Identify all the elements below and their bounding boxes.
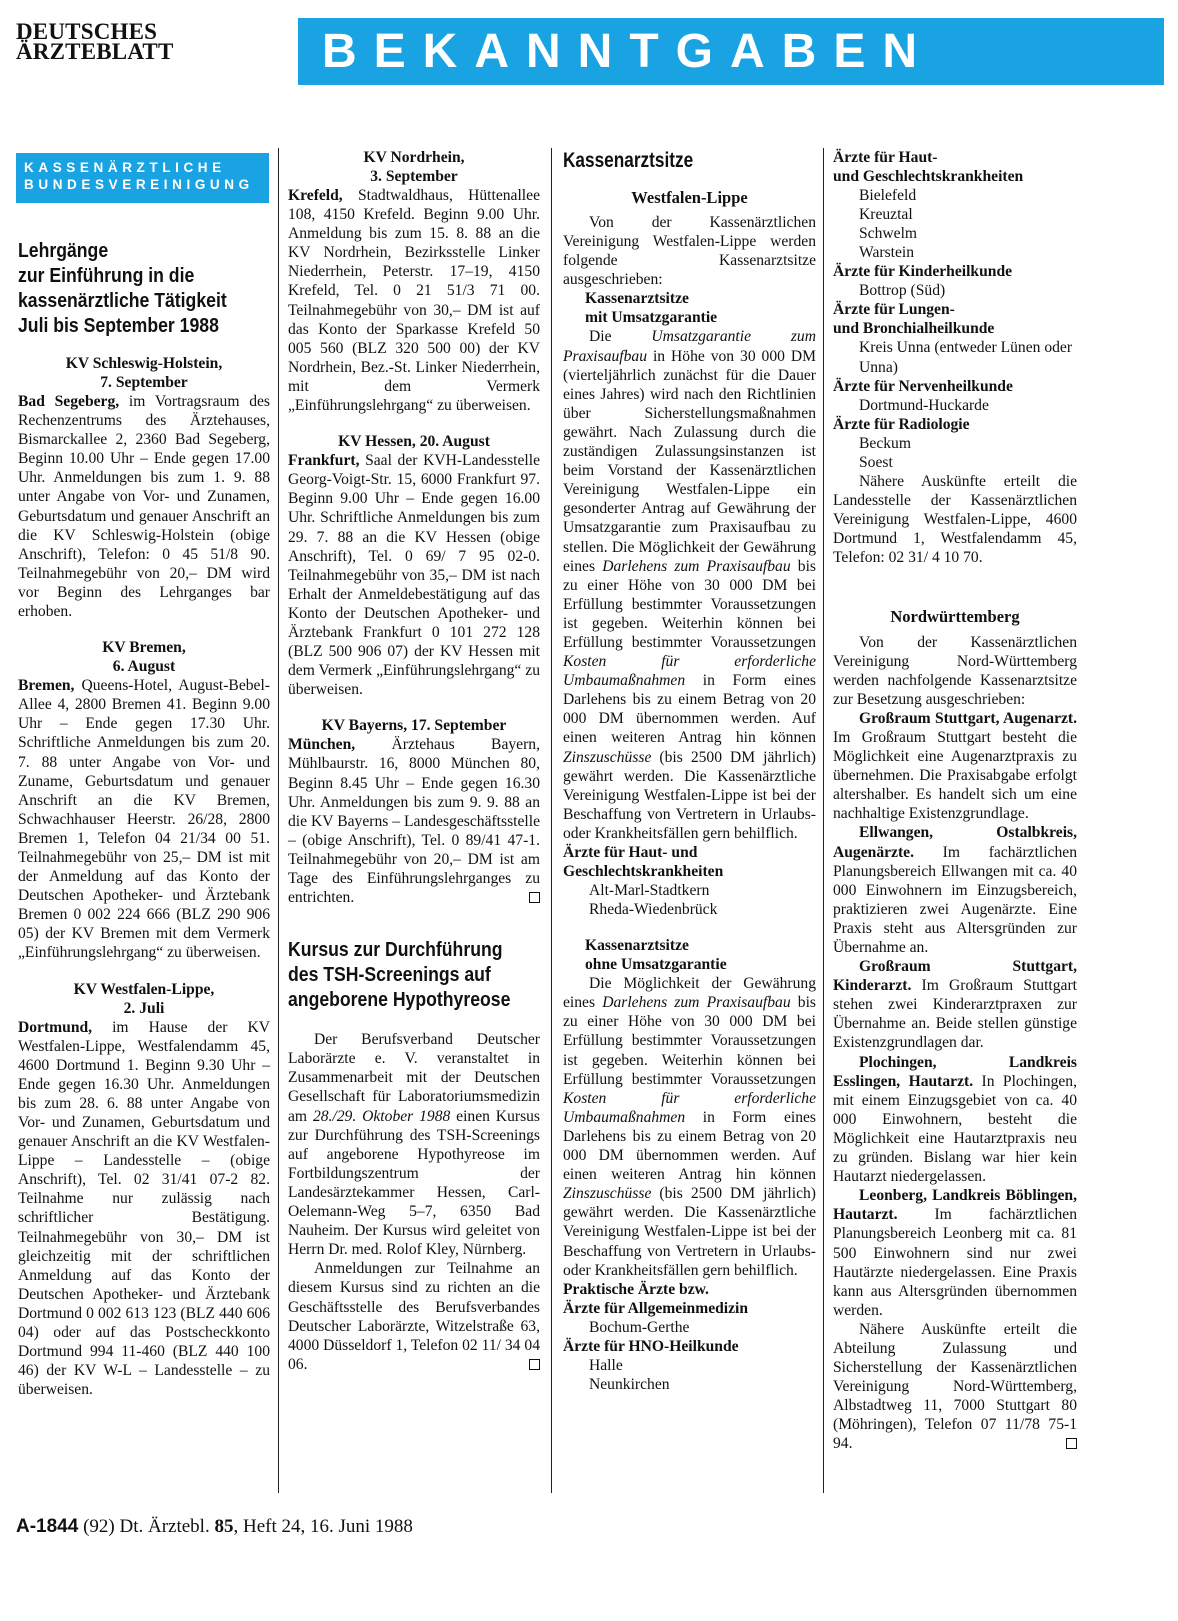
- masthead-line1: DEUTSCHES: [16, 19, 158, 44]
- region-heading: Nordwürttemberg: [890, 607, 1020, 627]
- info-text: Nähere Auskünfte erteilt die Abteilung Zulassung und Sicherstellung der Kassenärztlichen Vereinigung Nord-Württemberg, Albstadtweg 11, 7000 Stuttgart 80 (Möhringen), Telefon 07 11/78 75-1 94.: [833, 1320, 1077, 1453]
- end-mark-icon: [529, 892, 540, 903]
- event-text: Frankfurt, Saal der KVH-Landesstelle Georg-Voigt-Str. 15, 6000 Frankfurt 97. Beginn 9.00 Uhr – Ende gegen 16.00 Uhr. Schriftliche Anmeldungen bis zum 29. 7. 88 an die KV Hessen (obige Anschrift), Tel. 0 69/ 7 95 02-0. Teilnahmegebühr von 35,– DM ist nach Erhalt der Anmeldebestätigung auf das Konto der Deutschen Apotheker- und Ärztebank Frankfurt 0 101 272 128 (BLZ 500 906 07) der KV Hessen mit dem Vermerk „Einführungslehrgang“ zu überweisen.: [288, 452, 540, 699]
- body-text: Die Umsatzgarantie zum Praxisaufbau in Höhe von 30 000 DM (vierteljährlich zunächst für die Dauer eines Jahres) wird nach den Richtlinien über Sicherstellungsmaßnahmen gewährt. Nach Zulassung durch die zuständigen Zulassungsinstanzen ist beim Vorstand der Kassenärztlichen Vereinigung Westfalen-Lippe ein gesonderter Antrag auf Gewährung der Umsatzgarantie zum Praxisaufbau zu stellen. Die Möglichkeit der Gewährung eines Darlehens zum Praxisaufbau bis zu einer Höhe von 30 000 DM bei Erfüllung bestimmter Voraussetzungen ist gegeben. Weiterhin können bei Erfüllung bestimmter Voraussetzungen Kosten für erforderliche Umbaumaßnahmen in Form eines Darlehens bis zu einem Betrag von 20 000 DM übernommen werden. Auf einen weiteren Antrag hin können Zinszuschüsse (bis 2500 DM jährlich) gewährt werden. Die Kassenärztliche Vereinigung Westfalen-Lippe ist bei der Beschaffung von Vertretern in Urlaubs- oder Krankheitsfällen gern behilflich.: [563, 328, 816, 842]
- location-list: Bottrop (Süd): [859, 282, 946, 300]
- sub-heading: Kassenarztsitze mit Umsatzgarantie: [585, 290, 718, 327]
- specialty-heading: Ärzte für HNO-Heilkunde: [563, 1337, 739, 1355]
- body-text: Die Möglichkeit der Gewährung eines Darlehens zum Praxisaufbau bis zu einer Höhe von 30 000 DM bei Erfüllung bestimmter Voraussetzungen ist gegeben. Weiterhin können bei Erfüllung bestimmter Voraussetzungen Kosten für erforderliche Umbaumaßnahmen in Form eines Darlehens bis zu einem Betrag von 20 000 DM übernommen werden. Auf einen weiteren Antrag hin können Zinszuschüsse (bis 2500 DM jährlich) gewährt werden. Die Kassenärztliche Vereinigung Westfalen-Lippe ist bei der Beschaffung von Vertretern in Urlaubs- oder Krankheitsfällen gern behilflich.: [563, 975, 816, 1279]
- location-list: Bielefeld Kreuztal Schwelm Warstein: [859, 187, 918, 262]
- event-heading: KV Hessen, 20. August: [338, 433, 490, 451]
- location-list: Halle Neunkirchen: [589, 1356, 670, 1393]
- intro-text: Von der Kassenärztlichen Vereinigung Nord-Württemberg werden nachfolgende Kassenarztsitze zur Besetzung ausgeschrieben:: [833, 633, 1077, 708]
- specialty-heading: Ärzte für Haut- und Geschlechtskrankheiten: [833, 149, 1024, 185]
- event-text: München, Ärztehaus Bayern, Mühlbaurstr. 16, 8000 München 80, Beginn 8.45 Uhr – Ende gegen 16.30 Uhr. Anmeldungen bis zum 9. 9. 88 an die KV Bayerns – Landesgeschäftsstelle – (obige Anschrift), Tel. 0 89/41 47-1. Teilnahmegebühr von 20,– DM ist am Tage des Einführungslehrganges zu entrichten.: [288, 736, 540, 907]
- event-text: Krefeld, Stadtwaldhaus, Hüttenallee 108, 4150 Krefeld. Beginn 9.00 Uhr. Anmeldung bis zum 15. 8. 88 an die KV Nordrhein, Bezirksstelle Linker Niederrhein, Peterstr. 17–19, 4150 Krefeld, Tel. 0 21 51/3 71 00. Teilnahmegebühr von 30,– DM ist auf das Konto der Sparkasse Krefeld 50 005 560 (BLZ 320 500 00) der KV Nordrhein, Bez.-St. Linker Niederrhein, mit dem Vermerk „Einführungslehrgang“ zu überweisen.: [288, 187, 540, 415]
- kursus-text: Anmeldungen zur Teilnahme an diesem Kursus sind zu richten an die Geschäftsstelle des Berufsverbandes Deutscher Laborärzte, Witzelstraße 63, 4000 Düsseldorf 1, Telefon 02 11/ 34 04 06.: [288, 1260, 540, 1373]
- listing-text: Großraum Stuttgart, Augenarzt. Im Großraum Stuttgart besteht die Möglichkeit eine Augenarztpraxis zu übernehmen. Die Praxisabgabe erfolgt altershalber. Es handelt sich um eine nachhaltige Existenzgrundlage.: [833, 709, 1077, 823]
- listing-text: Leonberg, Landkreis Böblingen, Hautarzt. Im fachärztlichen Planungsbereich Leonberg mit ca. 81 500 Einwohnern sind nur zwei Hautärzte niedergelassen. Eine Praxis kann aus Altersgründen übernommen werden.: [833, 1187, 1077, 1319]
- masthead: [16, 19, 174, 64]
- column-3: [563, 148, 816, 1394]
- event-text: Bremen, Queens-Hotel, August-Bebel-Allee 4, 2800 Bremen 41. Beginn 9.00 Uhr – Ende gegen 17.30 Uhr. Schriftliche Anmeldungen bis zum 20. 7. 88 unter Angabe von Vor- und Zuname, Geburtsdatum und genauer Anschrift an die KV Bremen, Schwachhauser Heerstr. 26/28, 2800 Bremen 1, Telefon 04 21/34 00 51. Teilnahmegebühr von 25,– DM ist mit der Anmeldung auf das Konto der Deutschen Apotheker- und Ärztebank Bremen 0 002 224 666 (BLZ 290 906 05) der KV Bremen mit dem Vermerk „Einführungslehrgang“ zu überweisen.: [18, 677, 270, 962]
- location-list: Alt-Marl-Stadtkern Rheda-Wiedenbrück: [589, 882, 718, 919]
- event-text: Bad Segeberg, im Vortragsraum des Rechenzentrums des Ärztehauses, Bismarckallee 2, 2360 Bad Segeberg, Beginn 10.00 Uhr – Ende gegen 17.00 Uhr. Anmeldungen bis zum 1. 9. 88 unter Angabe von Vor- und Zunamen, Geburtsdatum und genauer Anschrift an die KV Schleswig-Holstein (obige Anschrift), Telefon: 0 45 51/8 90. Teilnahmegebühr von 20,– DM wird vor Beginn des Lehrganges bar erhoben.: [18, 393, 270, 621]
- specialty-heading: Ärzte für Radiologie: [833, 415, 970, 433]
- sub-heading: Kassenarztsitze ohne Umsatzgarantie: [585, 937, 727, 974]
- location-list: Dortmund-Huckarde: [859, 396, 989, 414]
- section-title: Kassenarztsitze: [563, 149, 694, 172]
- location-list: Kreis Unna (entweder Lünen oder Unna): [859, 339, 1073, 376]
- location-list: Beckum Soest: [859, 434, 911, 471]
- column-2: [288, 148, 540, 1374]
- specialty-heading: Praktische Ärzte bzw. Ärzte für Allgemeinmedizin: [563, 1280, 749, 1317]
- masthead-line2: ÄRZTEBLATT: [16, 39, 174, 64]
- location-list: Bochum-Gerthe: [589, 1318, 690, 1336]
- end-mark-icon: [1066, 1438, 1077, 1449]
- intro-text: Von der Kassenärztlichen Vereinigung Westfalen-Lippe werden folgende Kassenarztsitze ausgeschrieben:: [563, 214, 816, 289]
- event-heading: KV Bayerns, 17. September: [321, 717, 507, 735]
- column-4: [833, 148, 1077, 1454]
- column-divider: [551, 148, 552, 1493]
- event-heading: KV Bremen, 6. August: [102, 639, 186, 676]
- kbv-line1: KASSENÄRZTLICHE: [24, 160, 226, 175]
- event-heading: KV Nordrhein, 3. September: [363, 149, 465, 185]
- column-1: [18, 238, 270, 1399]
- column-divider: [823, 148, 824, 1493]
- event-heading: KV Westfalen-Lippe, 2. Juli: [73, 980, 215, 1017]
- kbv-line2: BUNDESVEREINIGUNG: [24, 177, 254, 192]
- article-title-lehrgaenge: Lehrgänge zur Einführung in die kassenärztliche Tätigkeit Juli bis September 1988: [18, 239, 227, 337]
- section-banner: BEKANNTGABEN: [298, 18, 1164, 85]
- specialty-heading: Ärzte für Kinderheilkunde: [833, 263, 1013, 281]
- event-text: Dortmund, im Hause der KV Westfalen-Lippe, Westfalendamm 45, 4600 Dortmund 1. Beginn 9.30 Uhr – Ende gegen 16.30 Uhr. Anmeldungen bis zum 28. 6. 88 unter Angabe von Vor- und Zunamen, Geburtsdatum und genauer Anschrift an die KV Westfalen-Lippe – Landesstelle – (obige Anschrift), Tel. 02 31/41 07-2 82. Teilnahme nur zulässig nach schriftlicher Bestätigung. Teilnahmegebühr von 30,– DM ist gleichzeitig mit der schriftlichen Anmeldung auf das Konto der Deutschen Apotheker- und Ärztebank Dortmund 0 002 613 123 (BLZ 440 606 04) oder auf das Postscheckkonto Dortmund 994 11-460 (BLZ 440 100 46) der KV W-L – Landesstelle – zu überweisen.: [18, 1018, 270, 1399]
- kursus-text: Der Berufsverband Deutscher Laborärzte e. V. veranstaltet in Zusammenarbeit mit der Deutschen Gesellschaft für Laboratoriumsmedizin am 28./29. Oktober 1988 einen Kursus zur Durchführung des TSH-Screenings auf angeborene Hypothyreose im Fortbildungszentrum der Landesärztekammer Hessen, Carl-Oelemann-Weg 5–7, 6350 Bad Nauheim. Der Kursus wird geleitet von Herrn Dr. med. Rolof Kley, Nürnberg.: [288, 1031, 540, 1259]
- kbv-label: [16, 153, 269, 203]
- listing-text: Großraum Stuttgart, Kinderarzt. Im Großraum Stuttgart stehen zwei Kinderarztpraxen zur Übernahme an. Beide stellen günstige Existenzgrundlagen dar.: [833, 958, 1077, 1052]
- listing-text: Ellwangen, Ostalbkreis, Augenärzte. Im fachärztlichen Planungsbereich Ellwangen mit ca. 40 000 Einwohnern im Einzugsbereich, praktizieren zwei Augenärzte. Eine Praxis steht aus Altersgründen zur Übernahme an.: [833, 824, 1077, 956]
- column-divider: [278, 148, 279, 1493]
- specialty-heading: Ärzte für Lungen- und Bronchialheilkunde: [833, 301, 995, 338]
- specialty-heading: Ärzte für Haut- und Geschlechtskrankheiten: [563, 844, 724, 880]
- article-title-kursus: Kursus zur Durchführung des TSH-Screenings auf angeborene Hypothyreose: [288, 938, 511, 1012]
- event-heading: KV Schleswig-Holstein, 7. September: [65, 355, 223, 391]
- specialty-heading: Ärzte für Nervenheilkunde: [833, 377, 1013, 395]
- listing-text: Plochingen, Landkreis Esslingen, Hautarzt. In Plochingen, mit einem Einzugsgebiet von ca. 40 000 Einwohnern, besteht die Möglichkeit eine Hautarztpraxis neu zu gründen. Bislang war hier kein Hautarzt niedergelassen.: [833, 1053, 1077, 1186]
- region-heading: Westfalen-Lippe: [631, 188, 748, 207]
- info-text: Nähere Auskünfte erteilt die Landesstelle der Kassenärztlichen Vereinigung Westfalen-Lippe, 4600 Dortmund 1, Westfalendamm 45, Telefon: 02 31/ 4 10 70.: [833, 472, 1077, 567]
- page-footer: A-1844 (92) Dt. Ärztebl. 85, Heft 24, 16. Juni 1988: [16, 1516, 413, 1537]
- end-mark-icon: [529, 1359, 540, 1370]
